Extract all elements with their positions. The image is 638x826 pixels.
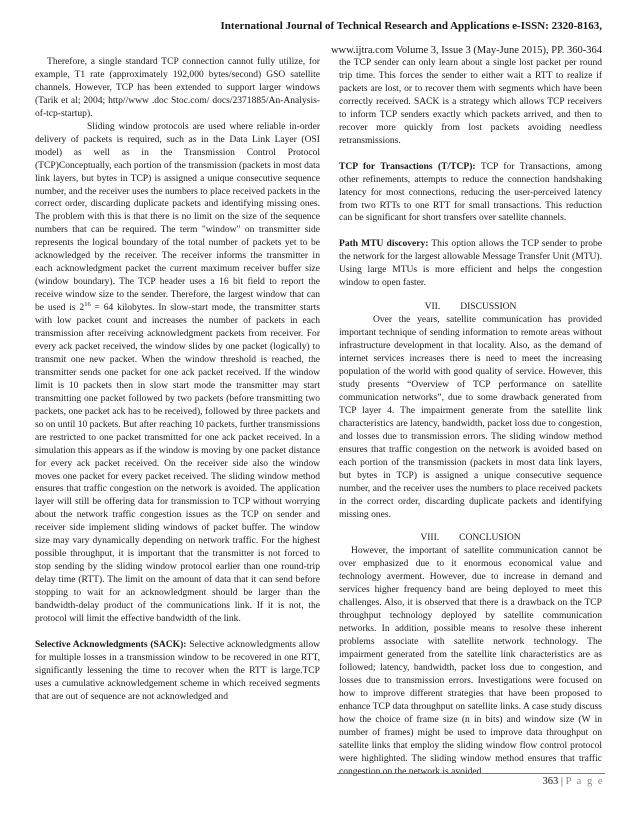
window-size-base: 2 — [79, 302, 85, 314]
paragraph-sack — [35, 639, 320, 704]
paragraph-ttcp — [339, 161, 602, 226]
footer-divider — [337, 773, 605, 774]
paragraph-discussion: Over the years, satellite communication has provided important technique of sending information to remote areas without infrastructure development in that locality. Also, as the demand of internet services increases there is need to meet the increasing population of the world with good quality of service. However, this study presents “Overview of TCP performance on satellite communication networks”, due to some drawback generated from TCP layer 4. The impairment generate from the satellite link characteristics are latency, bandwidth, packet loss due to congestion, and losses due to transmission errors. The sliding window method ensures that traffic congestion on the network is avoided based on each portion of the transmission (packets in most data link layers, but bytes in TCP) is assigned a unique consecutive sequence number, and the receiver uses the numbers to place received packets in the correct order, discarding duplicate packets and identifying missing ones. — [339, 314, 602, 520]
window-size-exponent: 16 — [84, 300, 91, 308]
mtu-text: This option allows the TCP sender to probe the network for the largest allowable Message Transfer Unit (MTU). Using large MTUs is more efficient and helps the congestion window to open faster. — [339, 238, 602, 289]
sack-heading: Selective Acknowledgments (SACK): — [35, 638, 187, 650]
page-label: P a g e — [565, 776, 604, 787]
ttcp-text: TCP for Transactions, among other refinements, attempts to reduce the connection handshaking latency for most connections, reducing the user-perceived latency from two RTTs to one RTT for small transactions. This reduction can be significant for short transfers over satellite channels. — [339, 160, 602, 224]
sliding-window-text: Sliding window protocols are used where reliable in-order delivery of packets is required, such as in the Data Link Layer (OSI model) as well as in the Transmission Control Protocol (TCP)Conceptually, each portion of the transmission (packets in most data link layers, but bytes in TCP) is assigned a unique consecutive sequence number, and the receiver uses the numbers to place received packets in the correct order, discarding duplicate packets and identifying missing ones. The problem with this is that there is no limit on the size of the sequence numbers that can be required. The term "window" on transmitter side represents the logical boundary of the total number of packets yet to be acknowledged by the receiver. The receiver informs the transmitter in each acknowledgment packet the current maximum receiver buffer size (window boundary). The TCP header uses a 16 bit field to report the receive window size to the sender. Therefore, the largest window that can be used is — [35, 120, 320, 314]
section-number-viii: VIII. — [420, 532, 440, 544]
paragraph-path-mtu — [339, 238, 602, 290]
page-number: 363 — [542, 776, 559, 787]
footer-separator: | — [560, 776, 563, 787]
journal-header: International Journal of Technical Research and Applications e-ISSN: 2320-8163, — [220, 20, 602, 32]
section-heading-discussion — [339, 301, 602, 314]
right-column — [339, 57, 602, 779]
sack-text: Selective acknowledgments allow for multiple losses in a transmission window to be recovered in one RTT, significantly lessening the time to recover when the RTT is large.TCP uses a cumulative acknowledgement scheme in which received segments that are out of sequence are not acknowledged and — [35, 638, 320, 702]
paragraph-conclusion: However, the important of satellite communication cannot be over emphasized due to it enormous economical value and technology averment. However, due to increase in demand and services higher frequency band are being deployed to meet this challenges. Also, it is observed that there is a drawback on the TCP throughput technology deployed by satellite communication networks. In addition, possible means to resolve these inherent problems associate with satellite network technology. The impairment generated from the satellite link characteristics are as followed; latency, bandwidth, packet loss due to congestion, and losses due to transmission errors. Investigations were focused on how to improve different strategies that have been proposed to enhance TCP data throughput on satellite links. A case study discuss how the choice of frame size (n in bits) and window size (W in number of frames) might be used to improve data throughput on satellite links that employ the sliding window flow control protocol were highlighted. The sliding window method ensures that traffic congestion on the network is avoided. — [339, 545, 602, 777]
section-number-vii: VII. — [424, 301, 441, 313]
sliding-window-text-cont: = 64 kilobytes. In slow-start mode, the transmitter starts with low packet count and increases the number of packets in each transmission after receiving acknowledgment packets from receiver. For every ack packet received, the window slides by one packet (logically) to transmit one new packet. When the window threshold is reached, the transmitter sends one packet for one ack packet received. If the window limit is 10 packets then in slow start mode the transmitter may start transmitting one packet followed by two packets (before transmitting two packets, one packet ack has to be received), followed by three packets and so on until 10 packets. But after reaching 10 packets, further transmissions are restricted to one packet transmitted for one ack packet received. In a simulation this appears as if the window is moving by one packet distance for every ack packet received. On the receiver side also the window moves one packet for every packet received. The sliding window method ensures that traffic congestion on the network is avoided. The application layer will still be offering data for transmission to TCP without worrying about the network traffic congestion issues as the TCP on sender and receiver side implement sliding windows of packet buffer. The window size may vary dynamically depending on network traffic. For the highest possible throughput, it is important that the transmitter is not forced to stop sending by the sliding window protocol earlier than one round-trip delay time (RTT). The limit on the amount of data that it can send before stopping to wait for an acknowledgment should be larger than the bandwidth-delay product of the communications link. If it is not, the protocol will limit the effective bandwidth of the link. — [35, 302, 321, 624]
section-heading-conclusion — [339, 532, 602, 545]
section-title-conclusion: CONCLUSION — [459, 532, 521, 544]
paragraph-tcp-windows: Therefore, a single standard TCP connection cannot fully utilize, for example, T1 rate (approximately 192,000 bytes/second) GSO satellite channels. However, TCP has been extended to support larger windows (Tarik et al; 2004; http//www .doc Stoc.com/ docs/2371885/An-Analysis-of-tcp-startup). — [35, 56, 320, 119]
paragraph-sliding-window — [35, 121, 320, 626]
left-column — [35, 56, 320, 704]
section-title-discussion: DISCUSSION — [460, 301, 517, 313]
ttcp-heading: TCP for Transactions (T/TCP): — [339, 160, 476, 172]
journal-details: www.ijtra.com Volume 3, Issue 3 (May-June 2015), PP. 360-364 — [330, 45, 602, 56]
mtu-heading: Path MTU discovery: — [339, 238, 429, 250]
paragraph-sack-cont: the TCP sender can only learn about a single lost packet per round trip time. This forces the sender to either wait a RTT to realize if packets are lost, or to recover them with segments which have been correctly received. SACK is a strategy which allows TCP receivers to inform TCP senders exactly which packets arrived, and then to recover more quickly from lost packets avoiding needless retransmissions. — [339, 57, 602, 146]
page-footer — [542, 776, 604, 787]
